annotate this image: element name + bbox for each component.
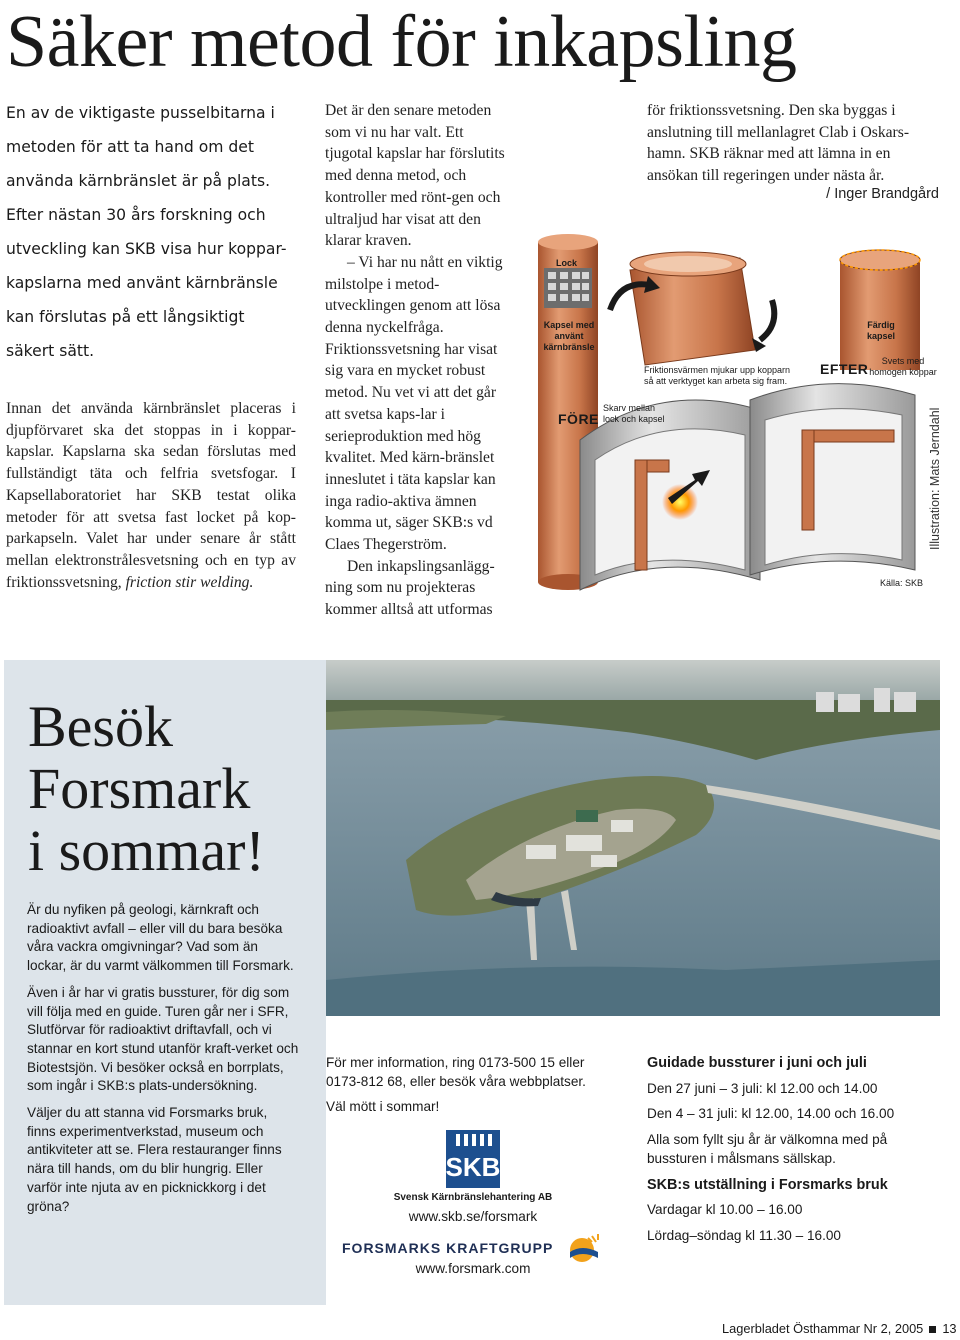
tour-dates: Den 27 juni – 3 juli: kl 12.00 och 14.00 (647, 1080, 878, 1096)
visit-title-line: i sommar! (28, 818, 265, 883)
forsmark-website-link[interactable]: www.forsmark.com (415, 1261, 531, 1276)
label-source: Källa: SKB (880, 578, 924, 588)
skb-website-link[interactable]: www.skb.se/forsmark (408, 1209, 538, 1224)
label-before: FÖRE (558, 411, 599, 427)
after-cutaway (750, 384, 915, 575)
label-joint: Skarv mellan lock och kapsel (603, 403, 665, 424)
more-info-text: För mer information, ring 0173-500 15 eller 0173-812 68, eller besök våra webbplatser. (326, 1055, 586, 1089)
label-after: EFTER (820, 361, 869, 377)
visit-paragraph: Även i år har vi gratis bussturer, för dig som vill följa med en guide. Turen går ner i SFR, Slutförvar för radioaktivt driftavfall, och vi stannar en kort stund utanför kraft-verket och Biotestsjön. Vi besöker också en borrplats, som ingår i SKB:s plats-undersökning. (27, 984, 299, 1094)
visit-title-line: Besök (28, 694, 173, 759)
skb-logo-mark (418, 1130, 528, 1188)
aerial-photo (326, 660, 940, 1016)
article-column-2 (325, 100, 505, 621)
label-lock: Lock (556, 258, 578, 268)
article-intro: En av de viktigaste pusselbitarna i metoden för att ta hand om det använda kärnbränslet är på plats. Efter nästan 30 års forskning och utveckling kan SKB visa hur koppar-kapslarna med använt kärnbränsle kan förslutas på ett långsiktigt säkert sätt. (6, 104, 287, 360)
tour-age-note: Alla som fyllt sju år är välkomna med på bussturen i målsmans sällskap. (647, 1132, 888, 1166)
tour-heading: Guidade bussturer i juni och juli (647, 1055, 867, 1071)
rotating-tool-drawing (610, 252, 774, 365)
exhibition-heading: SKB:s utställning i Forsmarks bruk (647, 1176, 888, 1193)
canister-illustration (510, 230, 950, 600)
visit-paragraph: Är du nyfiken på geologi, kärnkraft och radioaktivt avfall – eller vill du bara besöka våra vackra omgivningar? Vad som än lockar, är du varmt välkommen till Forsmark. (27, 902, 294, 974)
visit-title (28, 696, 265, 882)
article-column-1 (6, 398, 296, 593)
label-weld: Svets med homogen koppar (869, 356, 937, 377)
finished-capsule-drawing (840, 250, 920, 370)
skb-logo (418, 1130, 528, 1188)
page-number: 13 (942, 1321, 957, 1336)
publication-name: Lagerbladet Östhammar Nr 2, 2005 (722, 1321, 924, 1336)
article-paragraph: Den inkapslingsanlägg-ning som nu projekteras kommer alltså att utformas (325, 557, 495, 619)
exhibition-hours: Lördag–söndag kl 11.30 – 16.00 (647, 1227, 841, 1243)
label-friction-heat: Friktionsvärmen mjukar upp kopparn så att verktyget kan arbeta sig fram. (644, 365, 791, 386)
article-quote: – Vi har nu nått en viktig milstolpe i metod-utvecklingen genom att lösa denna nyckelfråga. Friktionssvetsning har visat sig vara en mycket robust metod. Nu vet vi att det går att svetsa kaps-lar i serieproduktion med hög kvalitet. Med kärn-bränslet inneslutet i täta kapslar kan inga radio-aktiva ämnen komma ut, säger SKB:s vd Claes Thegerström. (325, 253, 503, 554)
label-capsule: Kapsel med använt kärnbränsle (543, 320, 595, 352)
skb-logo-text: SKB (445, 1152, 501, 1182)
tour-dates: Den 4 – 31 juli: kl 12.00, 14.00 och 16.00 (647, 1106, 895, 1122)
label-finished-capsule: Färdig kapsel (866, 320, 896, 341)
article-paragraph: Innan det använda kärnbränslet placeras i djupförvaret ska det stoppas in i koppar-kapslar. Kapslarna ska sedan förslutas med fullständigt täta och felfria svetsfogar. I Kapsellaboratoriet har SKB testat olika metoder för att svetsa fast locket på kop-parkapseln. Valet har under senare år stått mellan elektronstrålesvetsning och en typ av friktionssvetsning, (6, 400, 296, 591)
skb-company-name: Svensk Kärnbränslehantering AB (393, 1192, 553, 1203)
aerial-photo-forsmark (326, 660, 940, 1016)
exhibition-hours: Vardagar kl 10.00 – 16.00 (647, 1202, 803, 1218)
page-footer (722, 1321, 957, 1336)
byline: / Inger Brandgård (826, 186, 939, 202)
footer-square-icon (929, 1326, 936, 1333)
visit-body (27, 901, 299, 1224)
illustration-credit-text: Illustration: Mats Jerndahl (928, 407, 942, 550)
page-headline: Säker metod för inkapsling (6, 1, 797, 83)
visit-paragraph: Väljer du att stanna vid Forsmarks bruk, finns experimentverkstad, museum och antikviteter att se. Flera restauranger finns nära till hands, om du blir hungrig. Eller varför inte njuta av en picknickkorg i det gröna? (27, 1105, 282, 1214)
bus-tour-schedule (647, 1054, 937, 1246)
before-cutaway (580, 400, 760, 590)
article-italic-term: friction stir welding. (125, 573, 254, 591)
forsmark-sun-icon (566, 1232, 602, 1264)
illustration-credit (928, 400, 950, 550)
forsmark-company-name: FORSMARKS KRAFTGRUPP (342, 1240, 554, 1256)
article-column-3 (647, 100, 942, 187)
welcome-text: Väl mött i sommar! (326, 1099, 440, 1114)
article-paragraph: för friktionssvetsning. Den ska byggas i anslutning till mellanlagret Clab i Oskars-hamn. SKB räknar med att lämna in en ansökan till regeringen under nästa år. (647, 102, 910, 185)
article-paragraph: Det är den senare metoden som vi nu har valt. Ett tjugotal kapslar har förslutits med denna metod, och kontroller med rönt-gen och ultraljud har visat att den klarar kraven. (325, 102, 505, 250)
visit-title-line: Forsmark (28, 756, 251, 821)
